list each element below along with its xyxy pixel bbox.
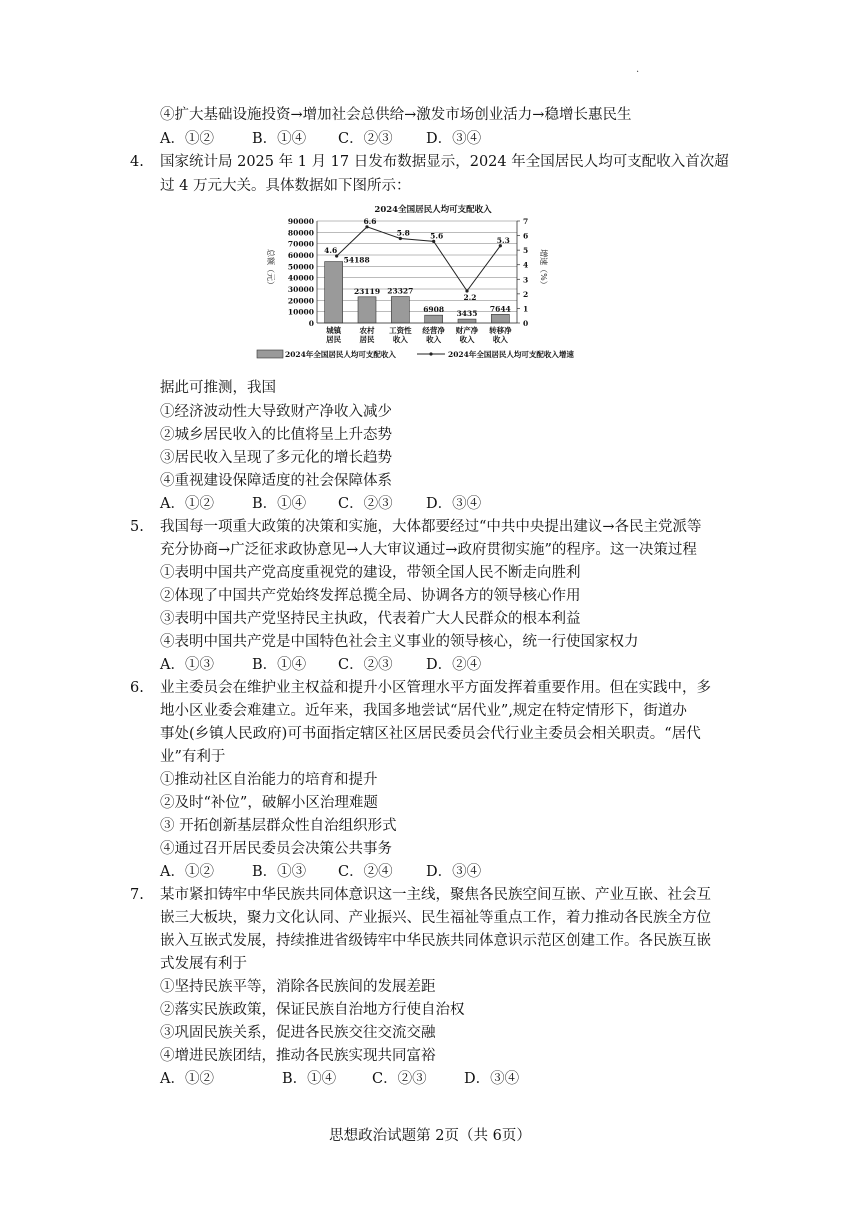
y-left-tick-label: 50000 [287, 262, 314, 272]
bar [491, 314, 509, 323]
q3-choice-b[interactable]: B．①④ [252, 131, 307, 147]
q5-choice-b[interactable]: B．①④ [252, 657, 307, 673]
y-left-tick-label: 90000 [287, 217, 314, 226]
legend-line-marker [429, 352, 432, 355]
bar [358, 297, 376, 323]
bar-value-label: 23327 [387, 286, 414, 296]
x-tick-label: 工资性 [389, 326, 412, 335]
q7-choice-c[interactable]: C．②③ [372, 1071, 427, 1087]
q6-choice-d[interactable]: D．③④ [426, 864, 482, 880]
q5-choice-c[interactable]: C．②③ [338, 657, 393, 673]
y-right-tick-label: 5 [523, 246, 529, 256]
q4-option-2: ②城乡居民收入的比值将呈上升态势 [160, 427, 392, 443]
q6-stem-line-1: 业主委员会在维护业主权益和提升小区管理水平方面发挥着重要作用。但在实践中，多 [160, 680, 711, 696]
y-left-tick-label: 40000 [287, 273, 314, 283]
growth-value-label: 4.6 [324, 245, 338, 255]
q7-option-1: ①坚持民族平等，消除各民族间的发展差距 [160, 979, 436, 995]
y-axis-left-label: 总额（元） [266, 249, 275, 289]
bar [325, 262, 343, 323]
x-tick-label: 收入 [426, 335, 442, 344]
x-tick-label: 收入 [392, 335, 408, 344]
q7-stem-line-2: 嵌三大板块，聚力文化认同、产业振兴、民生福祉等重点工作，着力推动各民族全方位 [160, 910, 711, 926]
growth-value-label: 5.8 [396, 228, 410, 238]
q3-choices [160, 129, 481, 149]
corner-mark: . [636, 64, 640, 75]
q5-choice-d[interactable]: D．②④ [426, 657, 482, 673]
y-right-tick-label: 4 [523, 260, 529, 270]
q6-choice-c[interactable]: C．②④ [338, 864, 393, 880]
q6-choice-a[interactable]: A．①② [160, 864, 214, 880]
q5-option-4: ④表明中国共产党是中国特色社会主义事业的领导核心，统一行使国家权力 [160, 634, 639, 650]
q7-stem-line-4: 式发展有利于 [160, 956, 247, 972]
q4-option-1: ①经济波动性大导致财产净收入减少 [160, 404, 392, 420]
legend-bar-label: 2024年全国居民人均可支配收入 [285, 350, 396, 359]
q4-choice-a[interactable]: A．①② [160, 496, 214, 512]
bar [458, 319, 476, 323]
q5-stem-line-2: 充分协商→广泛征求政协意见→人大审议通过→政府贯彻实施”的程序。这一决策过程 [160, 542, 697, 558]
x-tick-label: 居民 [326, 335, 342, 344]
q6-choices [160, 862, 481, 882]
q3-choice-c[interactable]: C．②③ [338, 131, 393, 147]
q5-choices [160, 655, 481, 675]
q6-number: 6. [130, 680, 144, 696]
y-right-tick-label: 7 [523, 217, 529, 226]
x-tick-label: 农村 [359, 326, 375, 335]
y-left-tick-label: 30000 [287, 285, 314, 294]
y-left-tick-label: 0 [308, 319, 314, 328]
q4-choice-b[interactable]: B．①④ [252, 496, 307, 512]
q4-choices [160, 494, 481, 514]
bar-value-label: 6908 [423, 305, 445, 315]
growth-value-label: 6.6 [363, 216, 377, 226]
q7-choice-b[interactable]: B．①④ [282, 1071, 337, 1087]
x-tick-label: 经营净 [422, 326, 445, 335]
x-tick-label: 城镇 [326, 326, 342, 335]
q7-option-3: ③巩固民族关系，促进各民族交往交流交融 [160, 1025, 436, 1041]
y-left-tick-label: 70000 [287, 239, 314, 249]
growth-value-label: 5.6 [430, 231, 444, 241]
y-axis-right-label: 增速（%） [539, 249, 548, 289]
x-tick-label: 收入 [459, 335, 475, 344]
q6-choice-b[interactable]: B．①③ [252, 864, 307, 880]
q4-after-chart: 据此可推测，我国 [160, 380, 276, 396]
chart-title: 2024全国居民人均可支配收入 [374, 205, 492, 215]
q6-option-2: ②及时“补位”，破解小区治理难题 [160, 795, 378, 811]
y-right-tick-label: 0 [523, 319, 529, 328]
q4-stem-line-2: 过 4 万元大关。具体数据如下图所示： [160, 178, 411, 194]
y-right-tick-label: 3 [523, 275, 529, 285]
page-footer: 思想政治试题第 2页（共 6页） [329, 1128, 531, 1144]
y-left-tick-label: 20000 [287, 296, 314, 306]
q5-stem-line-1: 我国每一项重大政策的决策和实施，大体都要经过“中共中央提出建议→各民主党派等 [160, 519, 702, 535]
q7-choice-d[interactable]: D．③④ [464, 1071, 520, 1087]
q7-stem-line-1: 某市紧扣铸牢中华民族共同体意识这一主线，聚焦各民族空间互嵌、产业互嵌、社会互 [160, 887, 711, 903]
q5-option-3: ③表明中国共产党坚持民主执政，代表着广大人民群众的根本利益 [160, 611, 581, 627]
bar-value-label: 54188 [343, 255, 370, 265]
q4-number: 4. [130, 154, 144, 170]
x-tick-label: 财产净 [455, 326, 479, 335]
q4-option-4: ④重视建设保障适度的社会保障体系 [160, 473, 392, 489]
bar-value-label: 23119 [353, 286, 381, 296]
q6-stem-line-3: 事处(乡镇人民政府)可书面指定辖区社区居民委员会代行业主委员会相关职责。“居代 [160, 726, 701, 742]
q7-option-4: ④增进民族团结，推动各民族实现共同富裕 [160, 1048, 436, 1064]
q5-option-1: ①表明中国共产党高度重视党的建设，带领全国人民不断走向胜利 [160, 565, 581, 581]
q6-option-4: ④通过召开居民委员会决策公共事务 [160, 841, 392, 857]
bar [425, 315, 443, 323]
x-tick-label: 转移净 [489, 326, 512, 335]
y-right-tick-label: 1 [523, 304, 529, 314]
y-right-tick-label: 6 [523, 231, 529, 241]
y-left-tick-label: 60000 [287, 251, 314, 260]
q7-stem-line-3: 嵌入互嵌式发展，持续推进省级铸牢中华民族共同体意识示范区创建工作。各民族互嵌 [160, 933, 711, 949]
q7-choices [160, 1069, 519, 1089]
bar-value-label: 3435 [456, 309, 478, 319]
q4-choice-c[interactable]: C．②③ [338, 496, 393, 512]
x-tick-label: 收入 [492, 335, 508, 344]
bar-value-label: 7644 [489, 304, 511, 314]
q4-option-3: ③居民收入呈现了多元化的增长趋势 [160, 450, 392, 466]
q3-option-4: ④扩大基础设施投资→增加社会总供给→激发市场创业活力→稳增长惠民生 [160, 107, 632, 123]
q6-option-1: ①推动社区自治能力的培育和提升 [160, 772, 378, 788]
q6-stem-line-4: 业”有利于 [160, 749, 226, 765]
y-right-tick-label: 2 [523, 289, 529, 299]
q3-choice-d[interactable]: D．③④ [426, 131, 482, 147]
income-chart [255, 199, 635, 369]
q5-option-2: ②体现了中国共产党始终发挥总揽全局、协调各方的领导核心作用 [160, 588, 581, 604]
y-left-tick-label: 10000 [287, 307, 314, 317]
legend-bar-swatch [257, 350, 283, 358]
q4-stem-line-1: 国家统计局 2025 年 1 月 17 日发布数据显示，2024 年全国居民人均可支配收入首次超 [160, 154, 729, 170]
q6-stem-line-2: 地小区业委会难建立。近年来，我国多地尝试“居代业”,规定在特定情形下，街道办 [160, 703, 687, 719]
legend-line-label: 2024年全国居民人均可支配收入增速 [448, 350, 574, 359]
q4-choice-d[interactable]: D．③④ [426, 496, 482, 512]
q7-option-2: ②落实民族政策，保证民族自治地方行使自治权 [160, 1002, 465, 1018]
y-left-tick-label: 80000 [287, 228, 314, 238]
growth-value-label: 5.3 [496, 235, 510, 245]
growth-value-label: 2.2 [463, 292, 477, 302]
x-tick-label: 居民 [359, 335, 375, 344]
q7-choice-a[interactable]: A．①② [160, 1071, 214, 1087]
q3-choice-a[interactable]: A．①② [160, 131, 214, 147]
q5-number: 5. [130, 519, 144, 535]
q5-choice-a[interactable]: A．①③ [160, 657, 214, 673]
bar [391, 297, 409, 323]
q7-number: 7. [130, 887, 144, 903]
q6-option-3: ③ 开拓创新基层群众性自治组织形式 [160, 818, 397, 834]
